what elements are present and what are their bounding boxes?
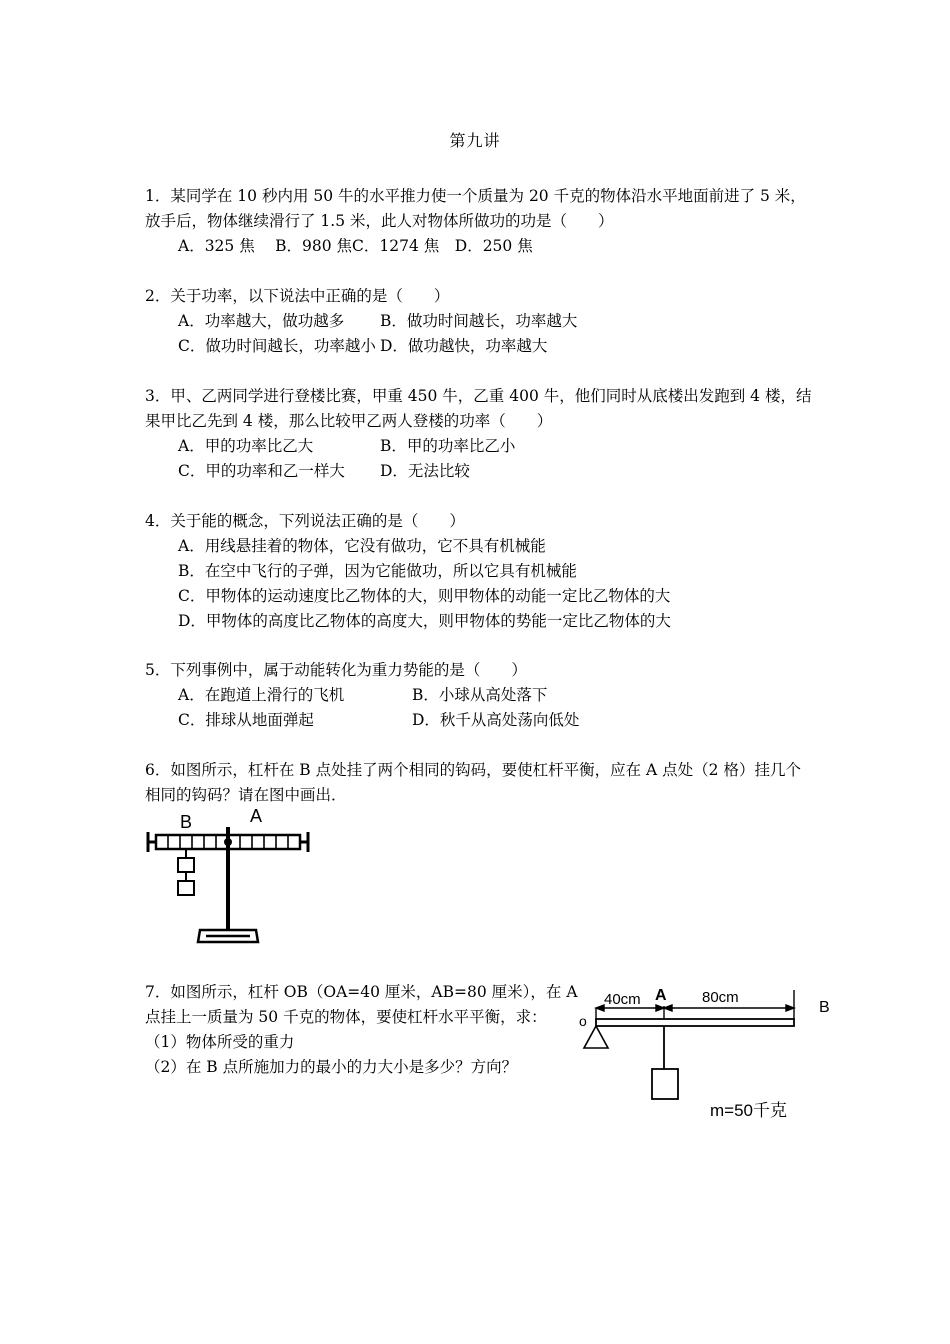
q7-line1: 7．如图所示，杠杆 OB（OA=40 厘米，AB=80 厘米），在 A [145,983,578,1001]
q7-line2: 点挂上一质量为 50 千克的物体，要使杠杆水平平衡，求： [145,1008,547,1026]
q2-option-d: D．做功越快，功率越大 [380,337,548,355]
q2-option-a: A．功率越大，做功越多 [178,312,345,330]
q7-label-b: B [819,999,830,1016]
q5-option-c: C．排球从地面弹起 [178,711,314,729]
q6-line2: 相同的钩码？请在图中画出． [145,786,347,804]
q2-option-c: C．做功时间越长，功率越小 [178,337,376,355]
q7-lever-figure [574,980,844,1125]
lever-stand-base [198,930,258,942]
q7-label-ab: 80cm [702,989,739,1006]
q7-label-o: o [579,1013,587,1029]
q7-mass-block [652,1069,678,1099]
q7-sub2: （2）在 B 点所施加力的最小的力大小是多少？方向？ [145,1058,518,1076]
q7-label-mass: m=50千克 [710,1101,787,1120]
q6-lever-figure [140,802,320,947]
q7-label-oa: 40cm [604,991,641,1008]
q6-label-a: A [250,806,263,826]
q4-option-c: C．甲物体的运动速度比乙物体的大，则甲物体的动能一定比乙物体的大 [178,587,671,605]
q1-line1: 1．某同学在 10 秒内用 50 牛的水平推力使一个质量为 20 千克的物体沿水平地面前进了 5 米， [145,187,806,205]
q4-option-d: D．甲物体的高度比乙物体的高度大，则甲物体的势能一定比乙物体的大 [178,612,671,630]
q3-option-d: D．无法比较 [380,462,470,480]
q3-line1: 3．甲、乙两同学进行登楼比赛，甲重 450 牛，乙重 400 牛，他们同时从底楼出发跑到 4 楼，结 [145,387,812,405]
hook-weights-at-b [178,849,194,895]
q4-option-a: A．用线悬挂着的物体，它没有做功，它不具有机械能 [178,537,546,555]
q1-line2: 放手后，物体继续滑行了 1.5 米，此人对物体所做功的功是（ ） [145,212,614,230]
page-title: 第九讲 [449,131,501,150]
q7-label-a: A [655,987,667,1004]
q3-option-b: B．甲的功率比乙小 [380,437,516,455]
q2-stem: 2．关于功率，以下说法中正确的是（ ） [145,287,450,305]
q7-lever-bar [596,1019,794,1026]
q5-stem: 5．下列事例中，属于动能转化为重力势能的是（ ） [145,661,527,679]
q7-fulcrum [584,1026,608,1048]
q1-options: A．325 焦 B．980 焦C．1274 焦 D．250 焦 [178,237,533,255]
q5-option-a: A．在跑道上滑行的飞机 [178,686,345,704]
q5-option-b: B．小球从高处落下 [412,686,548,704]
q3-option-c: C．甲的功率和乙一样大 [178,462,345,480]
q4-option-b: B．在空中飞行的子弹，因为它能做功，所以它具有机械能 [178,562,577,580]
q3-option-a: A．甲的功率比乙大 [178,437,314,455]
q6-label-b: B [180,812,193,832]
q3-line2: 果甲比乙先到 4 楼，那么比较甲乙两人登楼的功率（ ） [145,412,553,430]
q5-option-d: D．秋千从高处荡向低处 [412,711,580,729]
q4-stem: 4．关于能的概念，下列说法正确的是（ ） [145,512,465,530]
q7-sub1: （1）物体所受的重力 [145,1033,295,1051]
q6-line1: 6．如图所示，杠杆在 B 点处挂了两个相同的钩码，要使杠杆平衡，应在 A 点处（2 格）挂几个 [145,761,801,779]
q2-option-b: B．做功时间越长，功率越大 [380,312,578,330]
